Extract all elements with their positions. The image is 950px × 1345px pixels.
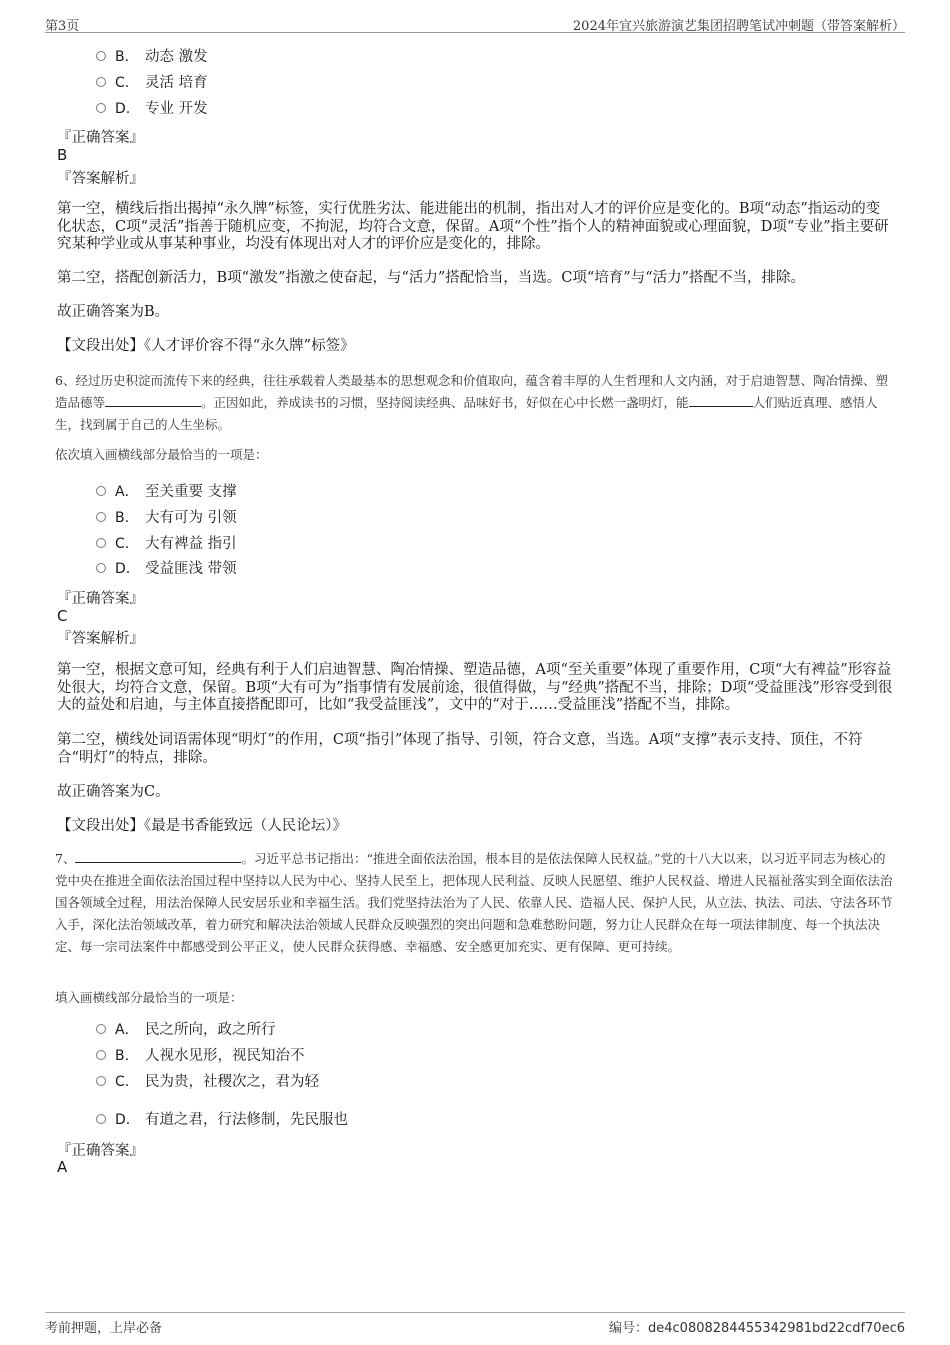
blank-1 xyxy=(105,394,201,407)
q5-option-b[interactable]: B. 动态 激发 xyxy=(96,47,208,67)
q6-analysis-para-1: 第一空，根据文意可知，经典有利于人们启迪智慧、陶冶情操、塑造品德，A项“至关重要”体现了重要作用，C项“大有裨益”形容益处很大，均符合文意，保留。B项“大有可为”指事情有发展前途，很值得做，与“经典”搭配不当，排除；D项“受益匪浅”形容受到很大的益处和启迪，与主体直接搭配即可，比如“我受益匪浅”，文中的“对于……受益匪浅”搭配不当，排除。 xyxy=(57,662,893,713)
q7-option-a[interactable]: A． 民之所向，政之所行 xyxy=(96,1020,276,1040)
q5-source: 【文段出处】《人才评价容不得“永久牌”标签》 xyxy=(57,338,355,354)
page-footer xyxy=(45,1312,905,1335)
q6-option-a[interactable]: A． 至关重要 支撑 xyxy=(96,482,237,502)
radio-icon[interactable] xyxy=(96,486,106,496)
q6-option-b[interactable]: B. 大有可为 引领 xyxy=(96,508,237,528)
q6-answer: C xyxy=(57,607,68,625)
q5-analysis-para-2: 第二空，搭配创新活力，B项“激发”指激之使奋起，与“活力”搭配恰当，当选。C项“培育”与“活力”搭配不当，排除。 xyxy=(57,270,806,286)
q5-analysis-label: 『答案解析』 xyxy=(57,171,144,187)
radio-icon[interactable] xyxy=(96,563,106,573)
page-number: 第3页 xyxy=(45,19,80,34)
radio-icon[interactable] xyxy=(96,1024,106,1034)
q7-option-d[interactable]: D. 有道之君，行法修制，先民服也 xyxy=(96,1110,348,1130)
radio-icon[interactable] xyxy=(96,77,106,87)
radio-icon[interactable] xyxy=(96,1076,106,1086)
q7-instruction: 填入画横线部分最恰当的一项是： xyxy=(55,990,243,1005)
blank-1 xyxy=(75,850,241,863)
radio-icon[interactable] xyxy=(96,538,106,548)
radio-icon[interactable] xyxy=(96,103,106,113)
q6-stem: 6、经过历史积淀而流传下来的经典，往往承载着人类最基本的思想观念和价值取向，蕴含着丰厚的人生哲理和人文内涵，对于启迪智慧、陶冶情操、塑造品德等 。正因如此，养成读书的习惯，坚持阅读经典、品味好书，好似在心中长燃一盏明灯，能 人们贴近真理、感悟人生，找到属于自己的人生坐标。 xyxy=(55,373,888,432)
q7-option-b[interactable]: B. 人视水见形，视民知治不 xyxy=(96,1046,305,1066)
q7-answer-label: 『正确答案』 xyxy=(57,1143,144,1159)
q7-option-c[interactable]: C. 民为贵，社稷次之，君为轻 xyxy=(96,1072,319,1092)
q5-answer: B xyxy=(57,146,68,164)
q6-answer-label: 『正确答案』 xyxy=(57,591,144,607)
q6-analysis-para-3: 故正确答案为C。 xyxy=(57,784,170,800)
page-header xyxy=(45,12,905,33)
radio-icon[interactable] xyxy=(96,1114,106,1124)
q7-stem: 7、 。习近平总书记指出：“推进全面依法治国，根本目的是依法保障人民权益。”党的十八大以来，以习近平同志为核心的党中央在推进全面依法治国过程中坚持以人民为中心、坚持人民至上，把体现人民利益、反映人民愿望、维护人民权益、增进人民福祉落实到全面依法治国各领域全过程，用法治保障人民安居乐业和幸福生活。我们党坚持法治为了人民、依靠人民、造福人民、保护人民，从立法、执法、司法、守法各环节入手，深化法治领域改革，着力研究和解决法治领域人民群众反映强烈的突出问题和急难愁盼问题，努力让人民群众在每一项法律制度、每一个执法决定、每一宗司法案件中都感受到公平正义，使人民群众获得感、幸福感、安全感更加充实、更有保障、更可持续。 xyxy=(55,851,893,954)
q7-answer: A xyxy=(57,1158,68,1176)
q6-instruction: 依次填入画横线部分最恰当的一项是： xyxy=(55,447,268,462)
radio-icon[interactable] xyxy=(96,512,106,522)
q6-option-d[interactable]: D. 受益匪浅 带领 xyxy=(96,559,237,579)
q5-option-d[interactable]: D. 专业 开发 xyxy=(96,99,208,119)
radio-icon[interactable] xyxy=(96,1050,106,1060)
q6-option-c[interactable]: C. 大有裨益 指引 xyxy=(96,534,237,554)
blank-2 xyxy=(689,394,753,407)
q6-analysis-para-2: 第二空，横线处词语需体现“明灯”的作用，C项“指引”体现了指导、引领，符合文意，当选。A项“支撑”表示支持、顶住，不符合“明灯”的特点，排除。 xyxy=(57,732,863,766)
q5-option-c[interactable]: C. 灵活 培育 xyxy=(96,73,208,93)
q5-answer-label: 『正确答案』 xyxy=(57,130,144,146)
q5-analysis-para-1: 第一空，横线后指出揭掉“永久牌”标签，实行优胜劣汰、能进能出的机制，指出对人才的评价应是变化的。B项“动态”指运动的变化状态，C项“灵活”指善于随机应变，不拘泥，均符合文意，保留。A项“个性”指个人的精神面貌或心理面貌，D项“专业”指主要研究某种学业或从事某种事业，均没有体现出对人才的评价应是变化的，排除。 xyxy=(57,201,889,252)
q5-analysis-para-3: 故正确答案为B。 xyxy=(57,304,170,320)
footer-slogan: 考前押题，上岸必备 xyxy=(45,1321,163,1336)
q6-analysis-label: 『答案解析』 xyxy=(57,631,144,647)
document-code: 编号：de4c0808284455342981bd22cdf70ec6 xyxy=(608,1321,905,1336)
document-title: 2024年宜兴旅游演艺集团招聘笔试冲刺题（带答案解析） xyxy=(572,19,905,34)
q6-source: 【文段出处】《最是书香能致远（人民论坛）》 xyxy=(57,818,347,834)
radio-icon[interactable] xyxy=(96,51,106,61)
